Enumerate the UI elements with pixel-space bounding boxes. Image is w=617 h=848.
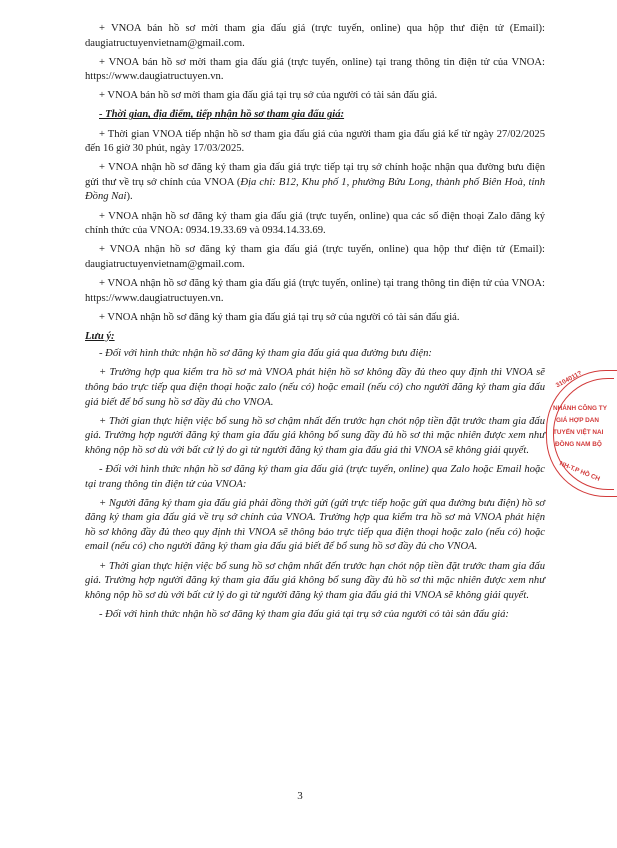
note-postal-intro: - Đối với hình thức nhận hồ sơ đăng ký tham gia đấu giá qua đường bưu điện:	[99, 348, 432, 360]
note-title: Lưu ý:	[85, 330, 115, 342]
paragraph-reception-zalo: + VNOA nhận hồ sơ đăng ký tham gia đấu giá (trực tuyến, online) qua các số điện thoại Zalo đăng ký chính thức của VNOA: 0934.19.33.69 và 0934.14.33.69.	[85, 210, 545, 237]
seal-line-2: GIÁ HỢP DAN	[556, 417, 599, 424]
paragraph-sell-website: + VNOA bán hồ sơ mời tham gia đấu giá (trực tuyến, online) tại trang thông tin điện tử của VNOA: https://www.daugiatructuyen.vn.	[85, 56, 545, 83]
paragraph-reception-postal	[85, 161, 545, 205]
page-number: 3	[297, 790, 303, 802]
paragraph-reception-time: + Thời gian VNOA tiếp nhận hồ sơ tham gia đấu giá của người tham gia đấu giá kể từ ngày 27/02/2025 đến 16 giờ 30 phút, ngày 17/03/2025.	[85, 128, 545, 155]
seal-line-3: TUYẾN VIỆT NAI	[553, 429, 604, 436]
paragraph-reception-website: + VNOA nhận hồ sơ đăng ký tham gia đấu giá (trực tuyến, online) tại trang thông tin điện tử của VNOA: https://www.daugiatructuyen.vn.	[85, 277, 545, 304]
section-heading-text: - Thời gian, địa điểm, tiếp nhận hồ sơ tham gia đấu giá:	[99, 109, 345, 121]
seal-line-4: ĐỒNG NAM BỘ	[555, 441, 602, 448]
postal-suffix: ).	[126, 191, 133, 203]
note-online-intro: - Đối với hình thức nhận hồ sơ đăng ký tham gia đấu giá (trực tuyến, online) qua Zalo hoặc Email hoặc tại trang thông tin điện tử của VNOA:	[85, 463, 545, 490]
seal-line-1: NHÁNH CÔNG TY	[553, 405, 607, 412]
section-heading	[85, 108, 545, 123]
document-body	[85, 22, 545, 627]
note-postal-1: + Trường hợp qua kiểm tra hồ sơ mà VNOA phát hiện hồ sơ không đầy đủ theo quy định thì VNOA sẽ thông báo trực tiếp qua điện thoại hoặc zalo (nếu có) hoặc email (nếu có) cho người đăng ký tham gia đấu giá biết để bổ sung hồ sơ đầy đủ cho VNOA.	[85, 367, 545, 408]
paragraph-reception-email: + VNOA nhận hồ sơ đăng ký tham gia đấu giá (trực tuyến, online) qua hộp thư điện tử (Email): daugiatructuyenvietnam@gmail.com.	[85, 244, 545, 270]
note-postal-2: + Thời gian thực hiện việc bổ sung hồ sơ chậm nhất đến trước hạn chót nộp tiền đặt trước tham gia đấu giá. Trường hợp người đăng ký tham gia đấu giá không bổ sung đầy đủ hồ sơ thì mặc nhiên được xem như không nộp hồ sơ dù với bất cứ lý do gì từ người đăng ký tham gia đấu giá thì VNOA sẽ không giải quyết.	[85, 415, 545, 456]
note-online-1: + Người đăng ký tham gia đấu giá phải đồng thời gửi (gửi trực tiếp hoặc gửi qua đường bưu điện) hồ sơ đăng ký tham gia đấu giá về trụ sở chính của VNOA. Trường hợp qua kiểm tra hồ sơ mà VNOA phát hiện hồ sơ không đầy đủ theo quy định thì VNOA sẽ thông báo trực tiếp qua điện thoại hoặc zalo (nếu có) hoặc email (nếu có) cho người đăng ký tham gia đấu giá biết để bổ sung hồ sơ đầy đủ cho VNOA.	[85, 497, 545, 553]
note-online-2: + Thời gian thực hiện việc bổ sung hồ sơ chậm nhất đến trước hạn chót nộp tiền đặt trước tham gia đấu giá. Trường hợp người đăng ký tham gia đấu giá không bổ sung đầy đủ hồ sơ thì mặc nhiên được xem như không nộp hồ sơ dù với bất cứ lý do gì từ người đăng ký tham gia đấu giá thì VNOA sẽ không giải quyết.	[85, 560, 545, 601]
note-onsite-intro: - Đối với hình thức nhận hồ sơ đăng ký tham gia đấu giá tại trụ sở của người có tài sản đấu giá:	[99, 608, 509, 620]
postal-address: Địa chỉ: B12, Khu phố 1, phường Bửu Long, thành phố Biên Hoà, tỉnh Đồng Nai	[85, 176, 545, 203]
seal-number: 3104011?	[554, 369, 584, 390]
paragraph-sell-email: + VNOA bán hồ sơ mời tham gia đấu giá (trực tuyến, online) qua hộp thư điện tử (Email): daugiatructuyenvietnam@gmail.com.	[85, 23, 545, 49]
paragraph-reception-onsite: + VNOA nhận hồ sơ đăng ký tham gia đấu giá tại trụ sở của người có tài sản đấu giá.	[99, 311, 460, 323]
seal-line-5: NH-T.P HỒ CH	[558, 460, 601, 483]
paragraph-sell-onsite: + VNOA bán hồ sơ mời tham gia đấu giá tại trụ sở của người có tài sản đấu giá.	[99, 90, 438, 102]
postal-prefix: + VNOA nhận hồ sơ đăng ký tham gia đấu giá trực tiếp tại trụ sở chính hoặc nhận qua đường bưu điện gửi thư về trụ sở chính của VNOA (	[85, 162, 545, 188]
